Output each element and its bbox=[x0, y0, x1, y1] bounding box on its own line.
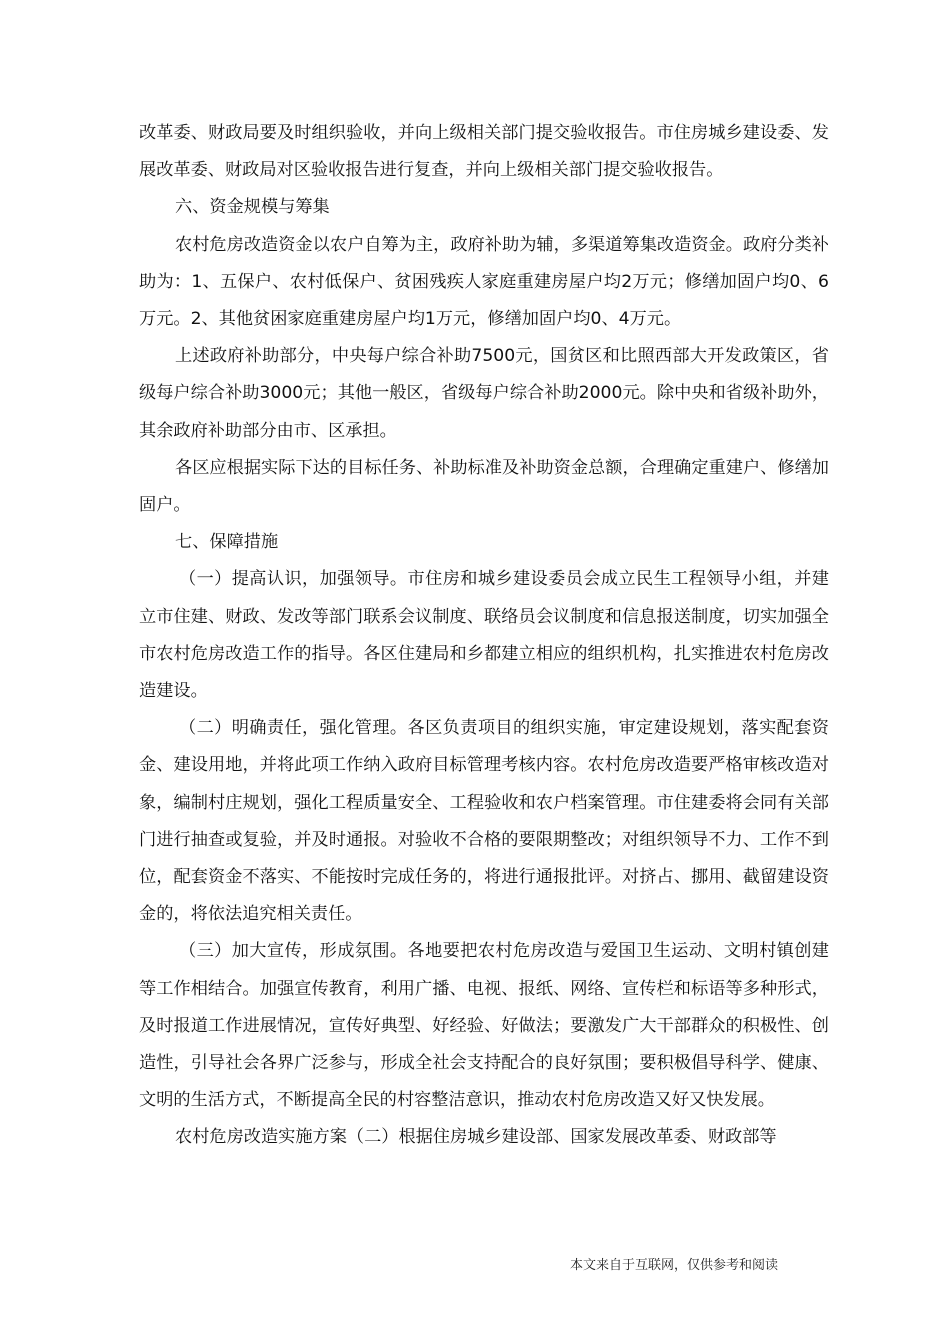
document-body bbox=[139, 115, 829, 1157]
paragraph: 农村危房改造资金以农户自筹为主，政府补助为辅，多渠道筹集改造资金。政府分类补助为：1、五保户、农村低保户、贫困残疾人家庭重建房屋户均2万元；修缮加固户均0、6万元。2、其他贫困家庭重建房屋户均1万元，修缮加固户均0、4万元。 bbox=[139, 234, 829, 330]
paragraph: 改革委、财政局要及时组织验收，并向上级相关部门提交验收报告。市住房城乡建设委、发展改革委、财政局对区验收报告进行复查，并向上级相关部门提交验收报告。 bbox=[139, 123, 829, 181]
section-heading-funding: 六、资金规模与筹集 bbox=[175, 197, 330, 218]
section-heading-safeguards: 七、保障措施 bbox=[175, 532, 279, 553]
source-footnote: 本文来自于互联网，仅供参考和阅读 bbox=[570, 1258, 779, 1273]
paragraph: （一）提高认识，加强领导。市住房和城乡建设委员会成立民生工程领导小组，并建立市住建、财政、发改等部门联系会议制度、联络员会议制度和信息报送制度，切实加强全市农村危房改造工作的指导。各区住建局和乡都建立相应的组织机构，扎实推进农村危房改造建设。 bbox=[139, 569, 829, 702]
paragraph: 农村危房改造实施方案（二）根据住房城乡建设部、国家发展改革委、财政部等 bbox=[175, 1127, 777, 1148]
paragraph: 各区应根据实际下达的目标任务、补助标准及补助资金总额，合理确定重建户、修缮加固户。 bbox=[139, 457, 829, 516]
paragraph: （三）加大宣传，形成氛围。各地要把农村危房改造与爱国卫生运动、文明村镇创建等工作相结合。加强宣传教育，利用广播、电视、报纸、网络、宣传栏和标语等多种形式，及时报道工作进展情况，宣传好典型、好经验、好做法；要激发广大干部群众的积极性、创造性，引导社会各界广泛参与，形成全社会支持配合的良好氛围；要积极倡导科学、健康、文明的生活方式，不断提高全民的村容整洁意识，推动农村危房改造又好又快发展。 bbox=[139, 941, 829, 1111]
paragraph: 上述政府补助部分，中央每户综合补助7500元，国贫区和比照西部大开发政策区，省级每户综合补助3000元；其他一般区，省级每户综合补助2000元。除中央和省级补助外，其余政府补助部分由市、区承担。 bbox=[139, 346, 829, 441]
paragraph: （二）明确责任，强化管理。各区负责项目的组织实施，审定建设规划，落实配套资金、建设用地，并将此项工作纳入政府目标管理考核内容。农村危房改造要严格审核改造对象，编制村庄规划，强化工程质量安全、工程验收和农户档案管理。市住建委将会同有关部门进行抽查或复验，并及时通报。对验收不合格的要限期整改；对组织领导不力、工作不到位，配套资金不落实、不能按时完成任务的，将进行通报批评。对挤占、挪用、截留建设资金的，将依法追究相关责任。 bbox=[139, 718, 829, 925]
